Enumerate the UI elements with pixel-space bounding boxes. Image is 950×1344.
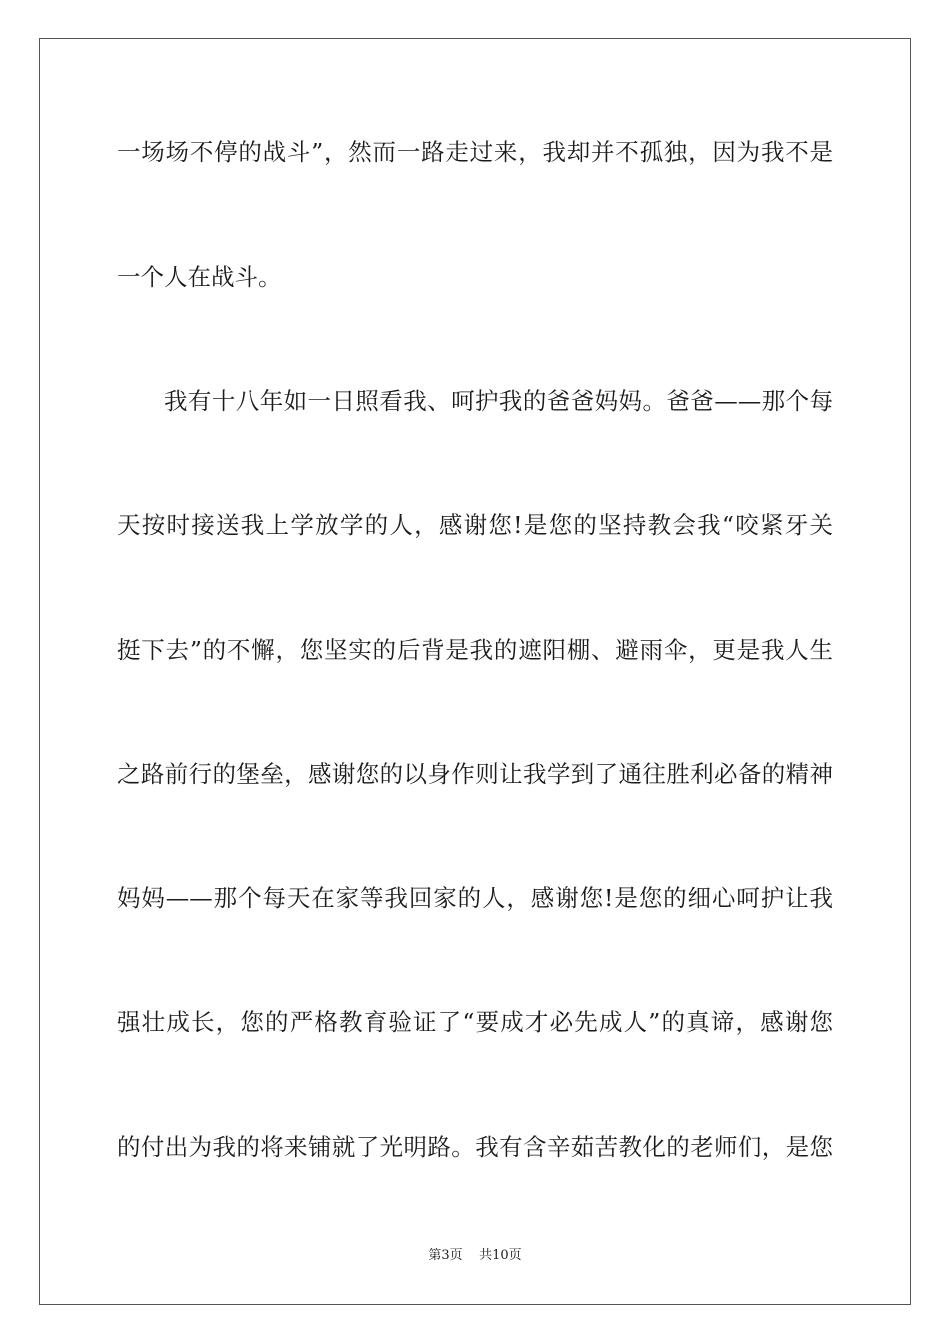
paragraph-line-9: 的付出为我的将来铺就了光明路。我有含辛茹苦教化的老师们，是您 (117, 1133, 833, 1161)
paragraph-line-3: 我有十八年如一日照看我、呵护我的爸爸妈妈。爸爸——那个每 (164, 387, 833, 415)
page-footer (0, 1247, 950, 1265)
paragraph-line-1: 一场场不停的战斗”，然而一路走过来，我却并不孤独，因为我不是 (117, 138, 833, 166)
paragraph-line-4: 天按时接送我上学放学的人，感谢您!是您的坚持教会我“咬紧牙关 (117, 511, 833, 539)
paragraph-line-6: 之路前行的堡垒，感谢您的以身作则让我学到了通往胜利必备的精神 (117, 760, 833, 788)
paragraph-line-8: 强壮成长，您的严格教育验证了“要成才必先成人”的真谛，感谢您 (117, 1008, 833, 1036)
page-number: 第3页 (428, 1248, 463, 1263)
page-border (39, 38, 911, 1305)
paragraph-line-5: 挺下去”的不懈，您坚实的后背是我的遮阳棚、避雨伞，更是我人生 (117, 636, 833, 664)
page-total: 共10页 (479, 1248, 522, 1263)
paragraph-line-2: 一个人在战斗。 (117, 263, 282, 291)
paragraph-line-7: 妈妈——那个每天在家等我回家的人，感谢您!是您的细心呵护让我 (117, 884, 833, 912)
